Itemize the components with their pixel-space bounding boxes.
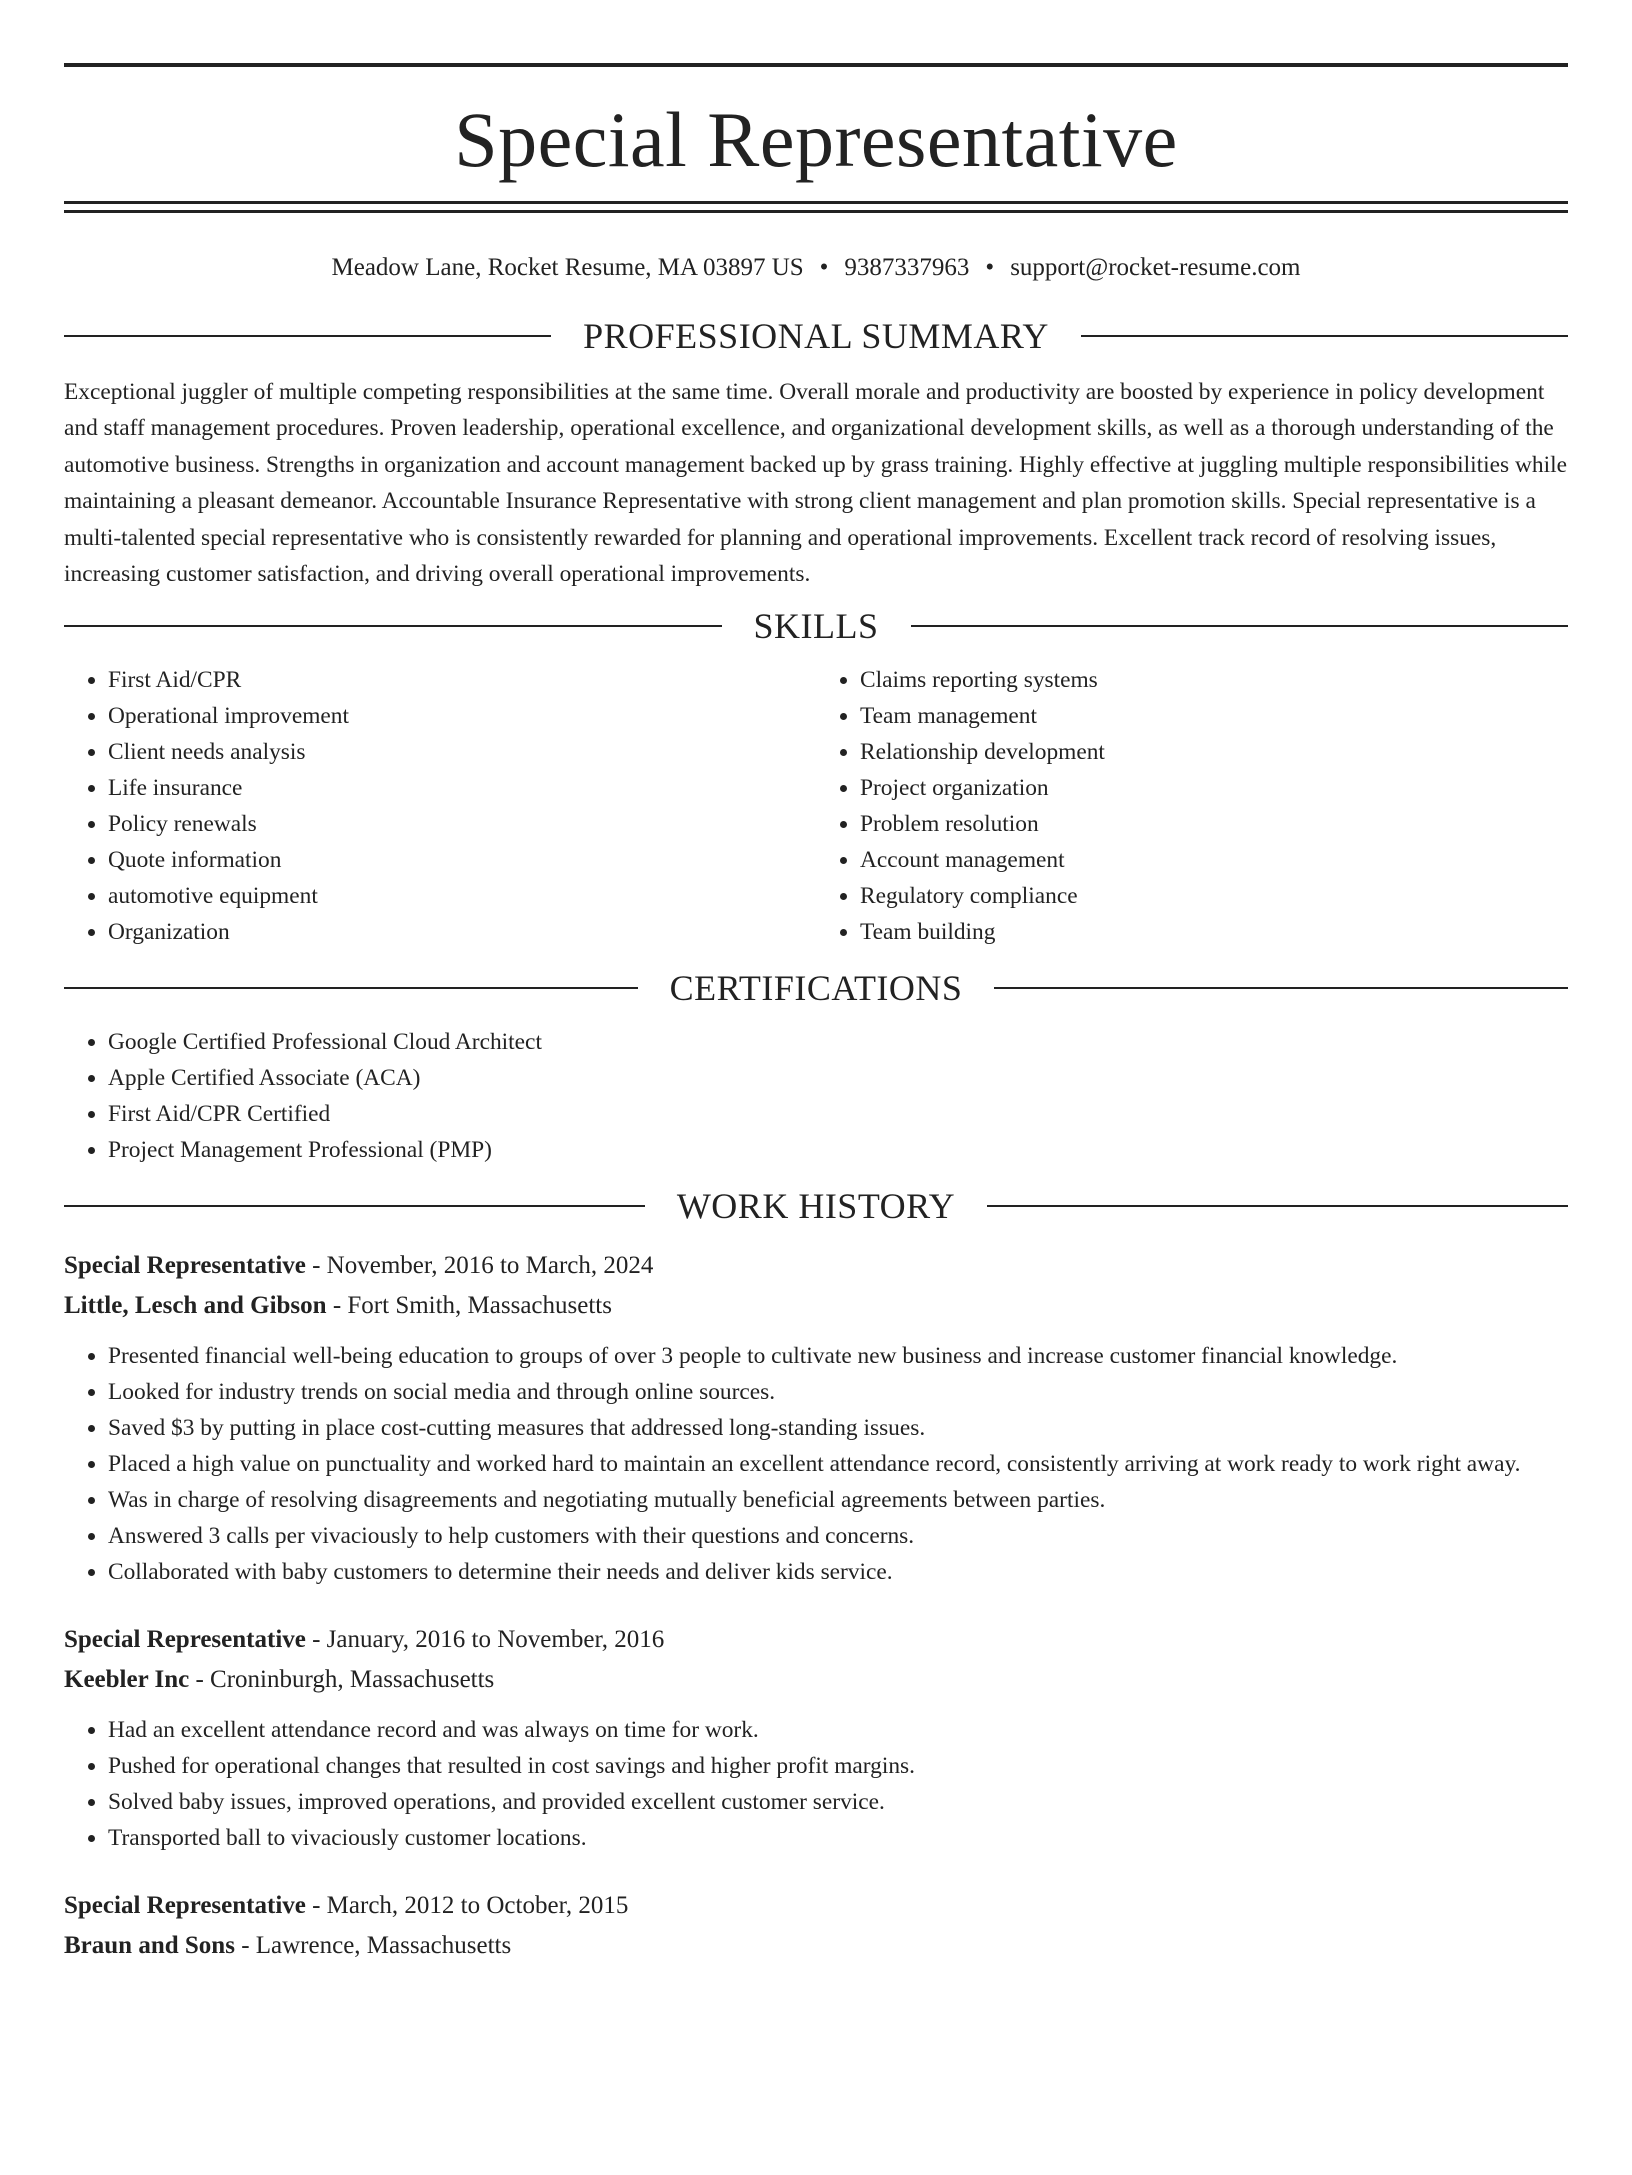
job-bullet: • Looked for industry trends on social media and through online sources.	[108, 1374, 1568, 1410]
skill-item: • Claims reporting systems	[860, 662, 1568, 698]
job-company-line	[64, 1286, 1568, 1326]
skill-item: • Problem resolution	[860, 806, 1568, 842]
job-dates: - January, 2016 to November, 2016	[305, 1626, 665, 1654]
job-bullet: • Was in charge of resolving disagreements and negotiating mutually beneficial agreements between parties.	[108, 1482, 1568, 1518]
job-bullets	[64, 1712, 1568, 1856]
resume-page	[0, 63, 1632, 2175]
certifications-title: CERTIFICATIONS	[669, 968, 963, 1009]
heading-rule	[64, 987, 638, 989]
skills-heading	[64, 604, 1568, 648]
skill-item: • Team building	[860, 914, 1568, 950]
job-bullet: • Answered 3 calls per vivaciously to help customers with their questions and concerns.	[108, 1518, 1568, 1554]
contact-phone: 9387337963	[844, 254, 970, 281]
summary-title: PROFESSIONAL SUMMARY	[583, 316, 1049, 356]
job-bullet: • Collaborated with baby customers to determine their needs and deliver kids service.	[108, 1554, 1568, 1590]
contact-email[interactable]: support@rocket-resume.com	[1010, 254, 1301, 281]
job-location: - Fort Smith, Massachusetts	[326, 1292, 612, 1320]
heading-rule	[64, 1205, 645, 1207]
heading-rule	[911, 625, 1569, 627]
certification-item: • Apple Certified Associate (ACA)	[108, 1060, 1568, 1096]
contact-separator: •	[985, 254, 995, 281]
certification-item: • Google Certified Professional Cloud Architect	[108, 1024, 1568, 1060]
job-location: - Croninburgh, Massachusetts	[189, 1666, 495, 1694]
contact-line	[64, 250, 1568, 286]
job-title: Special Representative	[64, 1892, 306, 1920]
work-title: WORK HISTORY	[676, 1186, 956, 1227]
job-bullet: • Had an excellent attendance record and was always on time for work.	[108, 1712, 1568, 1748]
skill-item: • First Aid/CPR	[108, 662, 816, 698]
contact-address: Meadow Lane, Rocket Resume, MA 03897 US	[331, 254, 804, 281]
certifications-heading	[64, 966, 1568, 1010]
skill-item: • Operational improvement	[108, 698, 816, 734]
heading-rule	[994, 987, 1568, 989]
skills-list-left	[64, 662, 816, 950]
job-bullet: • Placed a high value on punctuality and worked hard to maintain an excellent attendance record, consistently arriving at work ready to work right away.	[108, 1446, 1568, 1482]
job-bullet: • Solved baby issues, improved operations, and provided excellent customer service.	[108, 1784, 1568, 1820]
work-heading	[64, 1184, 1568, 1228]
job-title: Special Representative	[64, 1626, 306, 1654]
job-title-line	[64, 1620, 1568, 1660]
skill-item: • Organization	[108, 914, 816, 950]
double-rule	[64, 201, 1568, 213]
job-company: Braun and Sons	[64, 1932, 235, 1960]
contact-separator: •	[819, 254, 829, 281]
skills-title: SKILLS	[753, 606, 879, 647]
skills-list-right	[816, 662, 1568, 950]
skill-item: • Client needs analysis	[108, 734, 816, 770]
job-location: - Lawrence, Massachusetts	[234, 1932, 512, 1960]
certification-item: • First Aid/CPR Certified	[108, 1096, 1568, 1132]
job-company-line	[64, 1660, 1568, 1700]
skill-item: • Project organization	[860, 770, 1568, 806]
heading-rule	[64, 625, 722, 627]
job-entry	[64, 1620, 1568, 1856]
job-bullet: • Transported ball to vivaciously customer locations.	[108, 1820, 1568, 1856]
resume-name: Special Representative	[454, 96, 1178, 183]
heading-rule	[987, 1205, 1568, 1207]
job-title-line	[64, 1246, 1568, 1286]
job-bullet: • Pushed for operational changes that resulted in cost savings and higher profit margins.	[108, 1748, 1568, 1784]
job-company: Little, Lesch and Gibson	[64, 1292, 327, 1320]
skill-item: • Life insurance	[108, 770, 816, 806]
summary-text: Exceptional juggler of multiple competing responsibilities at the same time. Overall morale and productivity are boosted by experience in policy development and staff management procedures. Proven leadership, operational excellence, and organizational development skills, as well as a thorough understanding of the automotive business. Strengths in organization and account management backed up by grass training. Highly effective at juggling multiple responsibilities while maintaining a pleasant demeanor. Accountable Insurance Representative with strong client management and plan promotion skills. Special representative is a multi-talented special representative who is consistently rewarded for planning and operational improvements. Excellent track record of resolving issues, increasing customer satisfaction, and driving overall operational improvements.	[64, 379, 1567, 588]
skill-item: • Regulatory compliance	[860, 878, 1568, 914]
skill-item: • automotive equipment	[108, 878, 816, 914]
job-bullets	[64, 1338, 1568, 1590]
job-title-line	[64, 1886, 1568, 1926]
job-entry	[64, 1886, 1568, 1966]
job-company: Keebler Inc	[64, 1666, 190, 1694]
certifications-list	[64, 1024, 1568, 1168]
summary-heading	[64, 314, 1568, 358]
job-dates: - March, 2012 to October, 2015	[305, 1892, 629, 1920]
skill-item: • Team management	[860, 698, 1568, 734]
skill-item: • Quote information	[108, 842, 816, 878]
skill-item: • Policy renewals	[108, 806, 816, 842]
job-dates: - November, 2016 to March, 2024	[305, 1252, 654, 1280]
skills-grid	[64, 662, 1568, 950]
job-bullet: • Presented financial well-being education to groups of over 3 people to cultivate new business and increase customer financial knowledge.	[108, 1338, 1568, 1374]
job-company-line	[64, 1926, 1568, 1966]
job-entry	[64, 1246, 1568, 1590]
job-title: Special Representative	[64, 1252, 306, 1280]
heading-rule	[64, 335, 551, 337]
skill-item: • Account management	[860, 842, 1568, 878]
skill-item: • Relationship development	[860, 734, 1568, 770]
heading-rule	[1081, 335, 1568, 337]
job-bullet: • Saved $3 by putting in place cost-cutting measures that addressed long-standing issues.	[108, 1410, 1568, 1446]
certification-item: • Project Management Professional (PMP)	[108, 1132, 1568, 1168]
top-rule	[64, 63, 1568, 67]
